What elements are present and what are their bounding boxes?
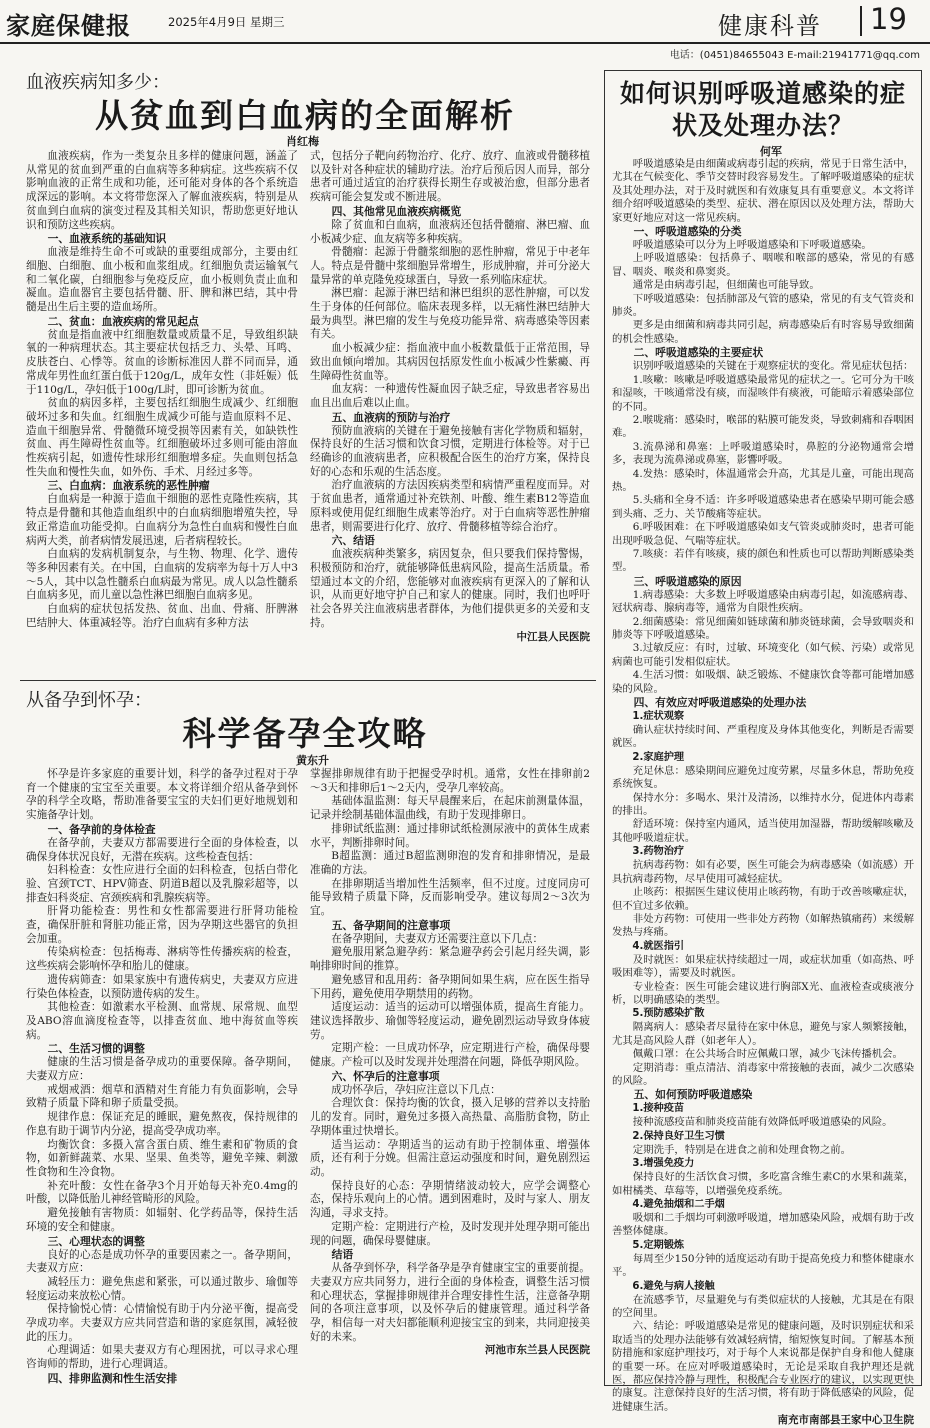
subsection-heading: 3.增强免疫力 [632, 1158, 695, 1170]
article1-column-1 [26, 150, 298, 660]
paragraph: 血液疾病，作为一类复杂且多样的健康问题，涵盖了从常见的贫血到严重的白血病等多种病症。这些疾病不仅影响血液的正常生成和功能，还可能对身体的各个系统造成深远的影响。本文将带您深入了解血液疾病，特别是从贫血到白血病的演变过程及其相关知识，帮助您更好地认识和预防这些疾病。 [26, 150, 298, 231]
paragraph: 贫血是指血液中红细胞数量或质量不足，导致组织缺氧的一种病理状态。其主要症状包括乏力、头晕、耳鸣、皮肤苍白、心悸等。贫血的诊断标准因人群不同而异，通常成年男性血红蛋白低于120g/L，成年女性（非妊娠）低于110g/L，孕妇低于100g/L时，即可诊断为贫血。 [26, 328, 298, 396]
paragraph: 5.头痛和全身不适：许多呼吸道感染患者在感染早期可能会感到头痛、乏力、关节酸痛等症状。 [612, 494, 914, 520]
paragraph: 健康的生活习惯是备孕成功的重要保障。备孕期间，夫妻双方应： [26, 1056, 298, 1083]
section-heading: 一、血液系统的基础知识 [47, 232, 167, 246]
issue-date: 2025年4月9日 星期三 [168, 15, 285, 29]
paragraph: 规律作息：保证充足的睡眠，避免熬夜，保持规律的作息有助于调节内分泌，提高受孕成功率。 [26, 1111, 298, 1137]
article2-author: 黄东升 [296, 754, 329, 767]
paragraph: 保持水分：多喝水、果汁及清汤，以维持水分，促进体内毒素的排出。 [612, 791, 914, 818]
paragraph: 止咳药：根据医生建议使用止咳药物，有助于改善咳嗽症状，但不宜过多依赖。 [612, 886, 914, 912]
paragraph: 避免服用紧急避孕药：紧急避孕药会引起月经失调，影响排卵时间的推算。 [310, 946, 590, 973]
paragraph: 在备孕前，夫妻双方都需要进行全面的身体检查，以确保身体状况良好，无潜在疾病。这些检查包括： [26, 836, 298, 863]
paragraph: 及时就医：如果症状持续超过一周，或症状加重（如高热、呼吸困难等），需要及时就医。 [612, 953, 914, 980]
paragraph: 定期消毒：重点清洁、消毒家中常接触的表面，减少二次感染的风险。 [612, 1061, 914, 1087]
paragraph: 肝肾功能检查：男性和女性都需要进行肝肾功能检查，确保肝脏和肾脏功能正常，因为孕期这些器官的负担会加重。 [26, 905, 298, 945]
paragraph: 六、结论：呼吸道感染是常见的健康问题，及时识别症状和采取适当的处理办法能够有效减轻病情，缩短恢复时间。了解基本预防措施和家庭护理技巧，对于每个人来说都是保护自身和他人健康的重要一环。在应对呼吸道感染时，无论是采取自我护理还是就医，都应保持冷静与理性，积极配合专业医疗的建议，以实现更快的康复。注意保持良好的生活习惯，将有助于降低感染的风险，促进健康生活。 [612, 1320, 914, 1413]
paragraph: 2.细菌感染：常见细菌如链球菌和肺炎链球菌，会导致咽炎和肺炎等下呼吸道感染。 [612, 615, 914, 641]
paragraph: B超监测：通过B超监测卵泡的发育和排卵情况，是最准确的方法。 [310, 850, 590, 876]
subsection-heading: 1.接种疫苗 [632, 1103, 685, 1115]
article3-title: 如何识别呼吸道感染的症状及处理办法？ [619, 79, 906, 140]
section-heading: 六、怀孕后的注意事项 [331, 1069, 440, 1083]
paragraph: 更多是由细菌和病毒共同引起，病毒感染后有时容易导致细菌的机会性感染。 [612, 319, 914, 345]
subsection-heading: 3.药物治疗 [632, 846, 685, 858]
paragraph: 在排卵期适当增加性生活频率，但不过度。过度同房可能导致精子质量下降，反而影响受孕。建议每周2～3次为宜。 [310, 877, 590, 918]
paragraph: 避免接触有害物质：如辐射、化学药品等，保持生活环境的安全和健康。 [26, 1207, 298, 1233]
paragraph: 非处方药物：可使用一些非处方药物（如解热镇痛药）来缓解发热与疼痛。 [612, 912, 914, 939]
paragraph: 治疗血液病的方法因疾病类型和病情严重程度而异。对于贫血患者，通常通过补充铁剂、叶酸、维生素B12等造血原料或使用促红细胞生成素等治疗。对于白血病等恶性肿瘤患者，则需要进行化疗、放疗、骨髓移植等综合治疗。 [310, 479, 590, 533]
paragraph: 4.生活习惯：如吸烟、缺乏锻炼、不健康饮食等都可能增加感染的风险。 [612, 669, 914, 695]
paragraph: 通常是由病毒引起，但细菌也可能导致。 [632, 279, 820, 292]
paragraph: 7.咳痰：若伴有咳痰，痰的颜色和性质也可以帮助判断感染类型。 [612, 547, 914, 574]
paragraph: 基础体温监测：每天早晨醒来后，在起床前测量体温，记录并绘制基础体温曲线，有助于发现排卵日。 [310, 795, 590, 822]
contact-line: 电话：(0451)84655043 E-mail:21941771@qq.com [669, 50, 920, 61]
section-heading: 二、贫血：血液疾病的常见起点 [47, 314, 199, 328]
section-heading: 一、备孕前的身体检查 [47, 822, 156, 836]
article1-author: 肖红梅 [286, 135, 319, 148]
subsection-heading: 2.家庭护理 [632, 751, 685, 763]
subsection-heading: 6.避免与病人接触 [632, 1280, 715, 1292]
article1-kicker: 血液疾病知多少： [26, 72, 170, 93]
paragraph: 血液疾病种类繁多，病因复杂，但只要我们保持警惕，积极预防和治疗，就能够降低患病风险，提高生活质量。希望通过本文的介绍，您能够对血液疾病有更深入的了解和认识，从而更好地守护自己和家人的健康。同时，我们也呼吁社会各界关注血液病患者群体，为他们提供更多的关爱和支持。 [310, 548, 590, 629]
article2-column-2 [310, 768, 590, 1386]
subsection-heading: 5.定期锻炼 [632, 1239, 685, 1251]
section-heading: 三、呼吸道感染的原因 [633, 574, 742, 588]
paragraph: 隔离病人：感染者尽量待在家中休息，避免与家人频繁接触，尤其是高风险人群（如老年人）。 [612, 1021, 914, 1047]
paper-name: 家庭保健报 [6, 12, 131, 40]
paragraph: 其他检查：如激素水平检测、血常规、尿常规、血型及ABO溶血滴度检查等，以排查贫血、地中海贫血等疾病。 [26, 1001, 298, 1041]
source-institution: 南充市南部县王家中心卫生院 [777, 1414, 914, 1427]
paragraph: 妇科检查：女性应进行全面的妇科检查，包括白带化验、宫颈TCT、HPV筛查、阴道B超以及乳腺彩超等，以排查妇科炎症、宫颈疾病和乳腺疾病等。 [26, 864, 298, 904]
paragraph: 每周至少150分钟的适度运动有助于提高免疫力和整体健康水平。 [612, 1252, 914, 1279]
paragraph: 舒适环境：保持室内通风，适当使用加湿器，帮助缓解咳嗽及其他呼吸道症状。 [612, 818, 914, 844]
paragraph: 白血病的症状包括发热、贫血、出血、骨痛、肝脾淋巴结肿大、体重减轻等。治疗白血病有多种方法 [26, 603, 298, 629]
paragraph: 补充叶酸：女性在备孕3个月开始每天补充0.4mg的叶酸，以降低胎儿神经管畸形的风险。 [26, 1179, 298, 1206]
paragraph: 抗病毒药物：如有必要，医生可能会为病毒感染（如流感）开具抗病毒药物，尽早使用可减轻症状。 [612, 859, 914, 885]
paragraph: 定期产检：一旦成功怀孕，应定期进行产检，确保母婴健康。产检可以及时发现并处理潜在问题，降低孕期风险。 [310, 1042, 590, 1069]
paragraph: 从备孕到怀孕，科学备孕是孕育健康宝宝的重要前提。夫妻双方应共同努力，进行全面的身体检查，调整生活习惯和心理状态，掌握排卵规律并合理安排性生活，注意备孕期间的各项注意事项，以及怀孕后的健康管理。通过科学备孕，相信每一对夫妇都能顺利迎接宝宝的到来，共同迎接美好的未来。 [310, 1262, 590, 1343]
paragraph: 排卵试纸监测：通过排卵试纸检测尿液中的黄体生成素水平，判断排卵时间。 [310, 822, 590, 849]
paragraph: 贫血的病因多样，主要包括红细胞生成减少、红细胞破坏过多和失血。红细胞生成减少可能与造血原料不足、造血干细胞异常、骨髓微环境受损等因素有关，如缺铁性贫血、再生障碍性贫血等。红细胞破坏过多则可能由溶血性疾病引起，如遗传性球形红细胞增多症。失血则包括急性失血和慢性失血，如外伤、手术、月经过多等。 [26, 397, 298, 478]
section-heading: 五、如何预防呼吸道感染 [633, 1088, 753, 1102]
section-heading: 四、排卵监测和性生活安排 [47, 1371, 178, 1385]
paragraph: 佩戴口罩：在公共场合时应佩戴口罩，减少飞沫传播机会。 [632, 1048, 903, 1061]
paragraph: 确认症状持续时间、严重程度及身体其他变化，判断是否需要就医。 [612, 724, 914, 750]
paragraph: 定期洗手，特别是在进食之前和处理食物之前。 [632, 1143, 851, 1156]
paragraph: 定期产检：定期进行产检，及时发现并处理孕期可能出现的问题，确保母婴健康。 [310, 1220, 590, 1247]
paragraph: 遗传病筛查：如果家族中有遗传病史，夫妻双方应进行染色体检查，以预防遗传病的发生。 [26, 973, 298, 1000]
paragraph: 骨髓瘤：起源于骨髓浆细胞的恶性肿瘤，常见于中老年人。特点是骨髓中浆细胞异常增生，形成肿瘤，并可分泌大量异常的单克隆免疫球蛋白，导致一系列临床症状。 [310, 246, 590, 286]
paragraph: 淋巴瘤：起源于淋巴结和淋巴组织的恶性肿瘤，可以发生于身体的任何部位。临床表现多样，以无痛性淋巴结肿大最为典型。淋巴瘤的发生与免疫功能异常、病毒感染等因素有关。 [310, 287, 590, 341]
subsection-heading: 4.避免抽烟和二手烟 [632, 1199, 725, 1210]
paragraph: 吸烟和二手烟均可刺激呼吸道，增加感染风险，戒烟有助于改善整体健康。 [612, 1212, 914, 1238]
source-institution: 中江县人民医院 [516, 630, 590, 643]
paragraph: 避免感冒和乱用药：备孕期间如果生病，应在医生指导下用药，避免使用孕期禁用的药物。 [310, 973, 590, 1000]
subsection-heading: 2.保持良好卫生习惯 [632, 1130, 725, 1142]
page-header [0, 0, 930, 44]
subsection-heading: 4.就医指引 [632, 940, 685, 952]
paragraph: 怀孕是许多家庭的重要计划，科学的备孕过程对于孕育一个健康的宝宝至关重要。本文将详细介绍从备孕到怀孕的科学全攻略，帮助准备要宝宝的夫妇们更好地规划和实施备孕计划。 [26, 768, 298, 822]
paragraph: 适度运动：适当的运动可以增强体质，提高生育能力。建议选择散步、瑜伽等轻度运动，避免剧烈运动导致身体疲劳。 [310, 1001, 590, 1041]
paragraph: 成功怀孕后，孕妇应注意以下几点： [331, 1083, 501, 1096]
paragraph: 除了贫血和白血病，血液病还包括骨髓瘤、淋巴瘤、血小板减少症、血友病等多种疾病。 [310, 218, 590, 245]
paragraph: 血友病：一种遗传性凝血因子缺乏症，导致患者容易出血且出血后难以止血。 [310, 383, 590, 409]
subsection-heading: 5.预防感染扩散 [632, 1008, 705, 1020]
article2-column-1 [26, 768, 298, 1386]
paragraph: 戒烟戒酒：烟草和酒精对生育能力有负面影响，会导致精子质量下降和卵子质量受损。 [26, 1083, 298, 1110]
paragraph: 良好的心态是成功怀孕的重要因素之一。备孕期间，夫妻双方应： [26, 1248, 298, 1275]
paragraph: 3.流鼻涕和鼻塞：上呼吸道感染时，鼻腔的分泌物通常会增多，表现为流鼻涕或鼻塞，影響呼吸。 [612, 440, 914, 467]
paragraph: 心理调适：如果夫妻双方有心理困扰，可以寻求心理咨询师的帮助，进行心理调适。 [26, 1344, 298, 1371]
paragraph: 在流感季节，尽量避免与有类似症状的人接触，尤其是在有限的空间里。 [612, 1293, 914, 1320]
paragraph: 合理饮食：保持均衡的饮食，摄入足够的营养以支持胎儿的发育。同时，避免过多摄入高热量、高脂肪食物，防止孕期体重过快增长。 [310, 1097, 590, 1137]
paragraph: 呼吸道感染是由细菌或病毒引起的疾病，常见于日常生活中，尤其在气候变化、季节交替时段容易发生。了解呼吸道感染的症状及其处理办法，对于及时就医和有效康复具有重要意义。本文将详细介绍呼吸道感染的类型、症状、潜在原因以及处理方法，帮助大家更好地应对这一常见疾病。 [612, 158, 914, 224]
paragraph: 接种流感疫苗和肺炎疫苗能有效降低呼吸道感染的风险。 [632, 1116, 893, 1129]
paragraph: 保持愉悦心情：心情愉悦有助于内分泌平衡，提高受孕成功率。夫妻双方应共同营造和谐的家庭氛围，减轻彼此的压力。 [26, 1303, 298, 1343]
paragraph: 式，包括分子靶向药物治疗、化疗、放疗、血液或骨髓移植以及针对各种症状的辅助疗法。治疗后预后因人而异，部分患者可通过适宜的治疗获得长期生存或被治愈，但部分患者疾病可能会复发或不断进展。 [310, 150, 590, 204]
paragraph: 预防血液病的关键在于避免接触有害化学物质和辐射，保持良好的生活习惯和饮食习惯，定期进行体检等。对于已经确诊的血液病患者，应积极配合医生的治疗方案，保持良好的心态和乐观的生活态度。 [310, 424, 590, 478]
paragraph: 均衡饮食：多摄入富含蛋白质、维生素和矿物质的食物，如新鲜蔬菜、水果、坚果、鱼类等，避免辛辣、刺激性食物和生冷食物。 [26, 1138, 298, 1178]
section-heading: 一、呼吸道感染的分类 [633, 225, 742, 239]
source-institution: 河池市东兰县人民医院 [485, 1344, 590, 1357]
section-name: 健康科普 [718, 12, 822, 40]
section-heading: 二、呼吸道感染的主要症状 [633, 346, 764, 360]
paragraph: 保持良好的生活饮食习惯，多吃富含维生素C的水果和蔬菜，如柑橘类、草莓等，以增强免疫系统。 [612, 1171, 914, 1197]
paragraph: 传染病检查：包括梅毒、淋病等性传播疾病的检查，这些疾病会影响怀孕和胎儿的健康。 [26, 946, 298, 973]
article2-title: 科学备孕全攻略 [182, 714, 428, 753]
paragraph: 识别呼吸道感染的关键在于观察症状的变化。常见症状包括： [632, 360, 914, 373]
section-heading: 五、血液病的预防与治疗 [331, 410, 451, 424]
article-divider [20, 680, 596, 681]
section-heading: 四、有效应对呼吸道感染的处理办法 [633, 696, 807, 710]
header-divider [860, 6, 862, 36]
section-heading: 结语 [331, 1248, 354, 1262]
paragraph: 血小板减少症：指血液中血小板数量低于正常范围，导致出血倾向增加。其病因包括原发性血小板减少性紫癜、再生障碍性贫血等。 [310, 342, 590, 382]
paragraph: 3.过敏反应：有时，过敏、环境变化（如气候、污染）或常见病菌也可能引发相似症状。 [612, 642, 914, 668]
paragraph: 1.咳嗽：咳嗽是呼吸道感染最常见的症状之一。它可分为干咳和湿咳，干咳通常没有痰，而湿咳伴有痰液，可能暗示着感染部位的不同。 [612, 373, 914, 413]
section-heading: 六、结语 [331, 534, 375, 548]
paragraph: 4.发热：感染时，体温通常会升高，尤其是儿童，可能出现高热。 [612, 467, 914, 493]
paragraph: 白血病是一种源于造血干细胞的恶性克隆性疾病，其特点是骨髓和其他造血组织中的白血病细胞增殖失控，导致正常造血功能受抑。白血病分为急性白血病和慢性白血病两大类，前者病情发展迅速，后者病程较长。 [26, 493, 298, 547]
paragraph: 保持良好的心态：孕期情绪波动较大，应学会调整心态，保持乐观向上的心情。遇到困难时，及时与家人、朋友沟通，寻求支持。 [310, 1179, 590, 1220]
paragraph: 专业检查：医生可能会建议进行胸部X光、血液检查或痰液分析，以明确感染的类型。 [612, 980, 914, 1006]
article3-body [612, 158, 914, 1427]
page-number: 19 [870, 2, 907, 36]
section-heading: 四、其他常见血液疾病概览 [331, 204, 462, 218]
paragraph: 1.病毒感染：大多数上呼吸道感染由病毒引起，如流感病毒、冠状病毒、腺病毒等，通常为自限性疾病。 [612, 588, 914, 615]
paragraph: 充足休息：感染期间应避免过度劳累，尽量多休息，帮助免疫系统恢复。 [612, 764, 914, 791]
article1-title: 从贫血到白血病的全面解析 [95, 96, 515, 135]
paragraph: 在备孕期间，夫妻双方还需要注意以下几点： [331, 932, 544, 945]
section-heading: 三、白血病：血液系统的恶性肿瘤 [47, 479, 210, 493]
article1-column-2 [310, 150, 590, 676]
section-heading: 五、备孕期间的注意事项 [331, 918, 451, 932]
paragraph: 2.喉咙痛：感染时，喉部的粘膜可能发炎，导致刺痛和吞咽困难。 [612, 413, 914, 440]
paragraph: 下呼吸道感染：包括肺部及气管的感染，常见的有支气管炎和肺炎。 [612, 292, 914, 319]
subsection-heading: 1.症状观察 [632, 711, 685, 723]
paragraph: 掌握排卵规律有助于把握受孕时机。通常，女性在排卵前2～3天和排卵后1～2天内，受孕几率较高。 [310, 768, 590, 794]
paragraph: 适当运动：孕期适当的运动有助于控制体重、增强体质，还有利于分娩。但需注意运动强度和时间，避免剧烈运动。 [310, 1138, 590, 1178]
paragraph: 减轻压力：避免焦虑和紧张，可以通过散步、瑜伽等轻度运动来放松心情。 [26, 1275, 298, 1302]
paragraph: 呼吸道感染可以分为上呼吸道感染和下呼吸道感染。 [632, 239, 872, 252]
article2-kicker: 从备孕到怀孕： [26, 690, 152, 711]
paragraph: 白血病的发病机制复杂，与生物、物理、化学、遗传等多种因素有关。在中国，白血病的发病率为每十万人中3～5人，其中以急性髓系白血病最为常见。成人以急性髓系白血病多见，而儿童以急性淋巴细胞白血病多见。 [26, 548, 298, 602]
section-heading: 三、心理状态的调整 [47, 1234, 145, 1248]
paragraph: 上呼吸道感染：包括鼻子、咽喉和喉部的感染，常见的有感冒、咽炎、喉炎和鼻窦炎。 [612, 252, 914, 278]
paragraph: 6.呼吸困难：在下呼吸道感染如支气管炎或肺炎时，患者可能出现呼吸急促、气喘等症状。 [612, 521, 914, 547]
paragraph: 血液是维持生命不可或缺的重要组成部分，主要由红细胞、白细胞、血小板和血浆组成。红细胞负责运输氧气和二氧化碳，白细胞参与免疫反应，血小板则负责止血和凝血。造血器官主要包括骨髓、肝、脾和淋巴结，其中骨髓是出生后主要的造血场所。 [26, 246, 298, 314]
section-heading: 二、生活习惯的调整 [47, 1042, 145, 1056]
article3-author: 何军 [760, 145, 782, 158]
